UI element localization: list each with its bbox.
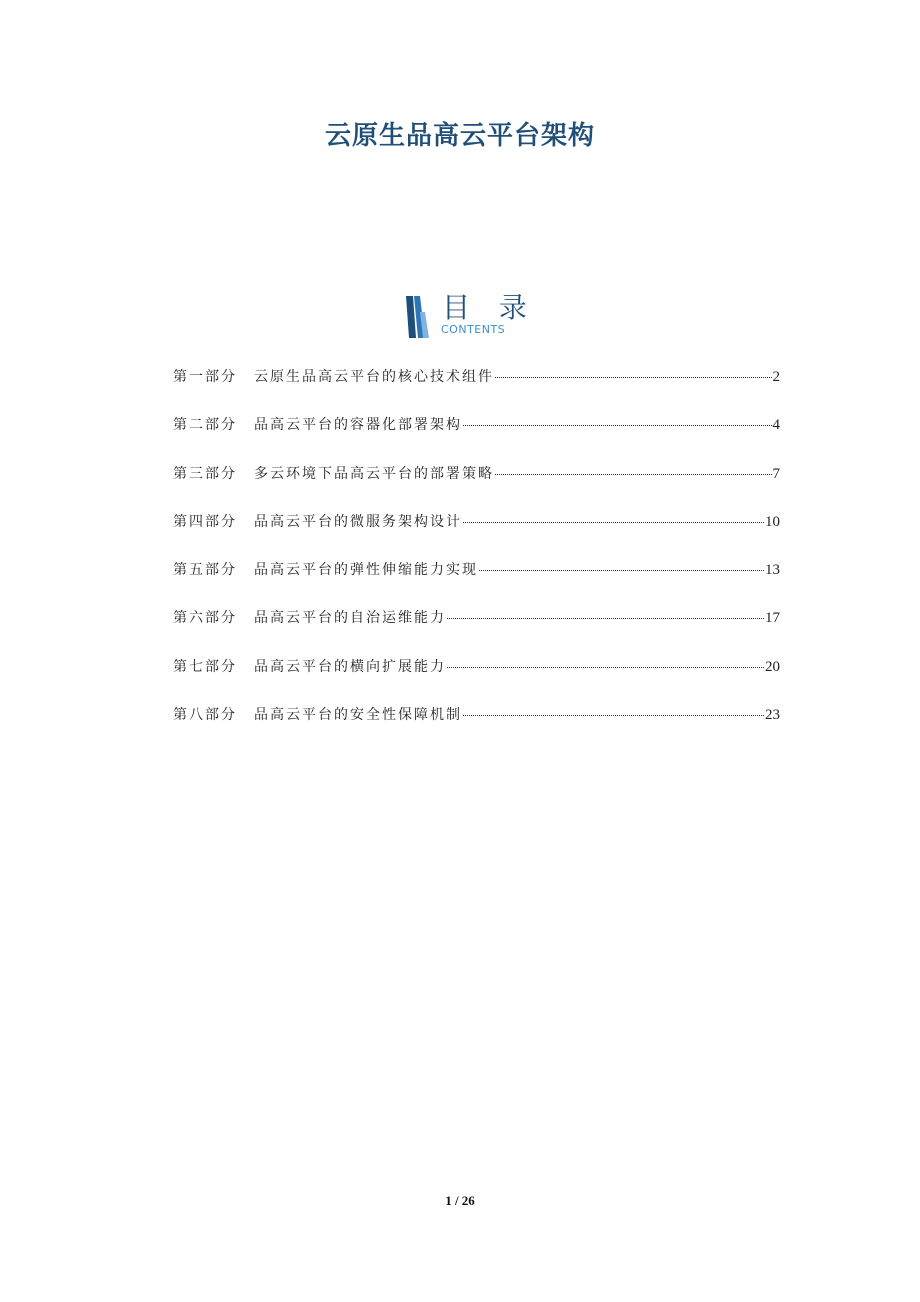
toc-entry-part-label: 第一部分 (173, 369, 237, 385)
toc-heading: 目 录 (442, 291, 537, 324)
toc-dot-leader (463, 522, 764, 523)
toc-subheading: CONTENTS (441, 323, 506, 336)
toc-entry-page-number: 7 (772, 465, 780, 482)
toc-entry-part-label: 第二部分 (173, 417, 237, 434)
toc-dot-leader (463, 425, 772, 426)
toc-header (404, 291, 537, 342)
toc-entry-page-number: 23 (765, 707, 780, 724)
page-number-footer: 1 / 26 (445, 1193, 475, 1208)
toc-entry-title: 品高云平台的微服务架构设计 (254, 513, 462, 530)
toc-entry-page-number: 20 (765, 658, 780, 675)
toc-entry-part-7[interactable] (173, 656, 780, 704)
toc-entry-part-1[interactable] (173, 366, 780, 414)
toc-entry-title: 多云环境下品高云平台的部署策略 (254, 465, 494, 482)
toc-entry-part-label: 第七部分 (173, 658, 237, 675)
toc-entry-page-number: 4 (772, 417, 780, 434)
toc-entry-title: 云原生品高云平台的核心技术组件 (254, 369, 494, 385)
toc-entry-part-label: 第三部分 (173, 465, 237, 482)
toc-dot-leader (479, 570, 764, 571)
table-of-contents (173, 366, 780, 752)
toc-entry-part-label: 第八部分 (173, 707, 237, 724)
toc-dot-leader (495, 474, 772, 475)
toc-entry-title: 品高云平台的弹性伸缩能力实现 (254, 562, 478, 579)
toc-entry-part-6[interactable] (173, 607, 780, 655)
toc-entry-page-number: 13 (765, 562, 780, 579)
toc-entry-part-5[interactable] (173, 559, 780, 607)
toc-dot-leader (463, 715, 764, 716)
toc-entry-page-number: 10 (765, 513, 780, 530)
document-title: 云原生品高云平台架构 (324, 121, 595, 151)
toc-entry-part-label: 第四部分 (173, 513, 237, 530)
toc-entry-part-label: 第六部分 (173, 610, 237, 627)
toc-dot-leader (447, 667, 764, 668)
contents-bookmark-icon (404, 296, 432, 338)
toc-entry-part-label: 第五部分 (173, 562, 237, 579)
toc-dot-leader (495, 377, 772, 378)
toc-entry-page-number: 2 (772, 369, 780, 385)
toc-entry-part-2[interactable] (173, 414, 780, 462)
toc-entry-title: 品高云平台的容器化部署架构 (254, 417, 462, 434)
toc-entry-page-number: 17 (765, 610, 780, 627)
toc-entry-part-4[interactable] (173, 511, 780, 559)
toc-entry-part-3[interactable] (173, 463, 780, 511)
toc-entry-title: 品高云平台的横向扩展能力 (254, 658, 446, 675)
toc-entry-title: 品高云平台的安全性保障机制 (254, 707, 462, 724)
toc-entry-part-8[interactable] (173, 704, 780, 752)
toc-dot-leader (447, 618, 764, 619)
toc-entry-title: 品高云平台的自治运维能力 (254, 610, 446, 627)
